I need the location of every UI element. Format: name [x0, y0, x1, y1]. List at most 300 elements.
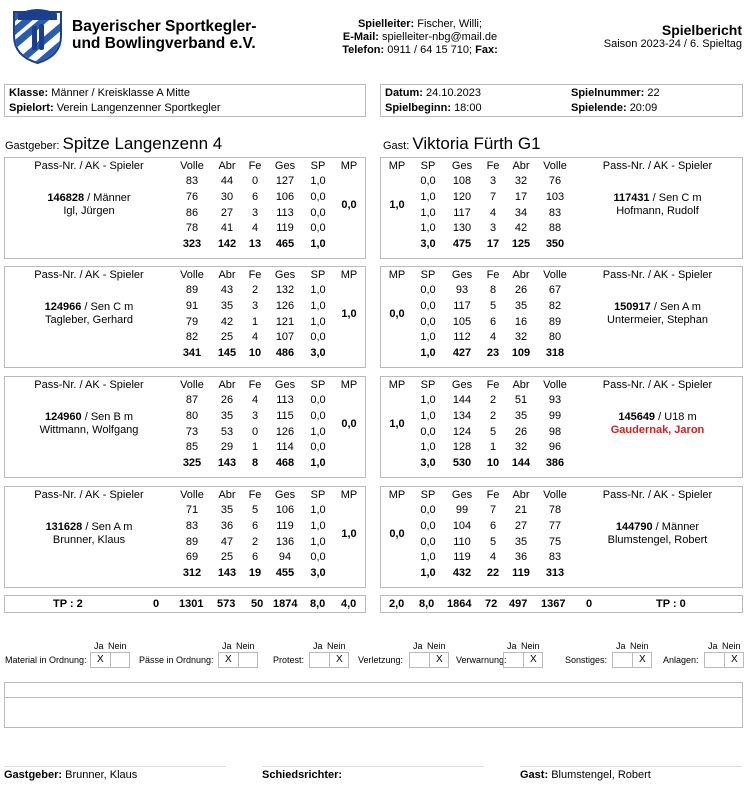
- score-cell: 318: [545, 346, 565, 359]
- score-cell: 1,0: [310, 299, 326, 312]
- col-abr: Abr: [512, 268, 530, 281]
- empty-cell: [573, 455, 742, 471]
- nein-label: Nein: [722, 641, 741, 651]
- col-ges: Ges: [451, 378, 473, 391]
- score-cell: 27: [220, 206, 234, 219]
- klasse-label: Klasse:: [9, 87, 49, 99]
- yes-no-checkbox[interactable]: [409, 652, 449, 668]
- col-volle: Volle: [543, 268, 567, 281]
- col-ges: Ges: [274, 268, 296, 281]
- pass-number: 146828: [47, 191, 85, 204]
- empty-cell: [333, 455, 365, 471]
- col-mp: MP: [340, 488, 358, 501]
- empty-cell: [5, 455, 173, 471]
- score-cell: 69: [185, 551, 199, 564]
- score-cell: 323: [182, 237, 202, 250]
- score-cell: 117: [453, 299, 471, 312]
- yes-no-checkbox[interactable]: [503, 652, 543, 668]
- score-cell: 1: [251, 315, 259, 328]
- col-sp: SP: [310, 159, 326, 172]
- home-totals: [4, 595, 366, 613]
- empty-cell: [333, 345, 365, 361]
- nein-label: Nein: [630, 641, 649, 651]
- score-cell: 530: [452, 456, 472, 469]
- score-cell: 3: [251, 206, 259, 219]
- col-abr: Abr: [218, 488, 236, 501]
- col-player: Pass-Nr. / AK - Spieler: [602, 378, 713, 391]
- table-row: [381, 393, 742, 409]
- score-cell: 486: [275, 346, 295, 359]
- mp-cell: 0,0: [389, 527, 405, 540]
- sig-ref-label: Schiedsrichter:: [262, 769, 343, 781]
- score-cell: 3,0: [310, 566, 326, 579]
- col-volle: Volle: [180, 488, 204, 501]
- date-time-box: [380, 84, 743, 117]
- score-cell: 51: [514, 394, 528, 407]
- organization-name: [72, 18, 256, 52]
- beginn-value: 18:00: [454, 102, 482, 114]
- score-cell: 144: [511, 456, 531, 469]
- score-cell: 36: [514, 551, 528, 564]
- sum-row: [381, 345, 742, 361]
- player-name: Blumstengel, Robert: [607, 533, 708, 546]
- score-cell: 5: [251, 504, 259, 517]
- away-tp: TP : 0: [656, 598, 686, 610]
- col-abr: Abr: [512, 488, 530, 501]
- score-cell: 5: [489, 425, 497, 438]
- yes-no-checkbox[interactable]: [309, 652, 349, 668]
- score-cell: 1,0: [420, 206, 436, 219]
- score-cell: 1,0: [420, 394, 436, 407]
- score-cell: 85: [185, 441, 199, 454]
- score-cell: 91: [185, 299, 199, 312]
- score-cell: 21: [514, 504, 528, 517]
- col-volle: Volle: [180, 378, 204, 391]
- spielort-label: Spielort:: [9, 102, 54, 114]
- score-cell: 145: [217, 346, 237, 359]
- player-name: Wittmann, Wolfgang: [39, 423, 139, 436]
- sum-row: [5, 236, 365, 252]
- col-mp: MP: [388, 488, 406, 501]
- away-total-abr: 497: [509, 598, 528, 610]
- score-cell: 89: [548, 315, 562, 328]
- away-signature-line: [520, 766, 742, 767]
- age-class: / Männer: [84, 191, 131, 204]
- player-cell: [5, 174, 173, 236]
- check-mark: X: [530, 654, 537, 665]
- score-cell: 76: [185, 190, 199, 203]
- yes-no-checkbox[interactable]: [218, 652, 258, 668]
- empty-cell: [381, 236, 413, 252]
- col-abr: Abr: [512, 159, 530, 172]
- score-cell: 17: [514, 190, 528, 203]
- score-cell: 93: [455, 284, 469, 297]
- sum-row: [381, 565, 742, 581]
- score-cell: 1,0: [310, 456, 326, 469]
- score-cell: 104: [452, 519, 472, 532]
- col-fe: Fe: [248, 159, 262, 172]
- score-cell: 35: [220, 409, 234, 422]
- check-mark: X: [225, 654, 232, 665]
- org-line-2: und Bowlingverband e.V.: [72, 35, 256, 52]
- email-value: spielleiter-nbg@mail.de: [382, 31, 498, 43]
- box-divider: [523, 653, 524, 667]
- score-cell: 312: [182, 566, 202, 579]
- empty-cell: [381, 455, 413, 471]
- player-name: Gaudernak, Jaron: [610, 423, 705, 436]
- score-cell: 4: [251, 222, 259, 235]
- score-cell: 4: [251, 331, 259, 344]
- score-cell: 119: [276, 519, 294, 532]
- player-name: Hofmann, Rudolf: [616, 204, 699, 217]
- home-player-block: [4, 486, 366, 588]
- away-team-label: [383, 134, 541, 154]
- check-label: Protest:: [273, 655, 305, 665]
- score-cell: 10: [248, 346, 262, 359]
- sum-row: [381, 236, 742, 252]
- score-cell: 32: [514, 175, 528, 188]
- nummer-label: Spielnummer:: [571, 87, 645, 99]
- score-cell: 82: [185, 331, 199, 344]
- player-cell: [573, 283, 742, 345]
- score-cell: 4: [489, 206, 497, 219]
- score-cell: 112: [453, 331, 471, 344]
- phone-label: Telefon:: [342, 44, 385, 56]
- sig-home-value: Brunner, Klaus: [65, 769, 138, 781]
- col-player: Pass-Nr. / AK - Spieler: [602, 488, 713, 501]
- score-cell: 29: [220, 441, 234, 454]
- score-cell: 468: [275, 456, 295, 469]
- score-cell: 32: [514, 441, 528, 454]
- score-cell: 99: [548, 409, 562, 422]
- notes-divider: [5, 697, 742, 698]
- away-player-block: [380, 266, 743, 368]
- score-cell: 75: [548, 535, 562, 548]
- score-cell: 2: [251, 535, 259, 548]
- score-cell: 0,0: [310, 206, 326, 219]
- home-total-sp: 8,0: [310, 598, 326, 610]
- score-cell: 30: [220, 190, 234, 203]
- home-total-abr: 573: [217, 598, 236, 610]
- empty-cell: [5, 345, 173, 361]
- score-cell: 1,0: [310, 519, 326, 532]
- sig-away-label: Gast:: [520, 769, 549, 781]
- score-cell: 80: [548, 331, 562, 344]
- score-cell: 4: [489, 331, 497, 344]
- score-cell: 3: [251, 409, 259, 422]
- sum-row: [5, 345, 365, 361]
- away-header-row: [381, 487, 742, 503]
- check-label: Sonstiges:: [565, 655, 608, 665]
- score-cell: 126: [275, 425, 295, 438]
- box-divider: [110, 653, 111, 667]
- score-cell: 86: [185, 206, 199, 219]
- score-cell: 8: [251, 456, 259, 469]
- pass-number: 124966: [44, 300, 82, 313]
- score-cell: 465: [275, 237, 295, 250]
- box-divider: [632, 653, 633, 667]
- score-cell: 26: [514, 284, 528, 297]
- ja-label: Ja: [313, 641, 323, 651]
- mp-cell: 0,0: [341, 417, 357, 430]
- score-cell: 4: [251, 394, 259, 407]
- home-team-name: Spitze Langenzenn 4: [62, 134, 223, 153]
- score-cell: 35: [514, 535, 528, 548]
- score-cell: 1,0: [420, 190, 436, 203]
- age-class: / Sen B m: [81, 410, 134, 423]
- score-cell: 36: [220, 519, 234, 532]
- score-cell: 103: [545, 190, 565, 203]
- score-cell: 113: [276, 394, 294, 407]
- player-cell: [5, 393, 173, 455]
- col-mp: MP: [340, 268, 358, 281]
- referee-signature-line: [262, 766, 484, 767]
- score-cell: 35: [514, 299, 528, 312]
- notes-area[interactable]: [4, 682, 743, 728]
- score-cell: 0,0: [420, 425, 436, 438]
- away-player-block: [380, 157, 743, 259]
- away-zero: 0: [586, 598, 593, 610]
- ja-label: Ja: [708, 641, 718, 651]
- away-header-row: [381, 267, 742, 283]
- check-mark: X: [97, 654, 104, 665]
- col-mp: MP: [388, 159, 406, 172]
- score-cell: 83: [548, 206, 562, 219]
- beginn-label: Spielbeginn:: [385, 102, 451, 114]
- sum-row: [381, 455, 742, 471]
- score-cell: 1,0: [310, 237, 326, 250]
- score-cell: 1,0: [420, 409, 436, 422]
- age-class: / Sen A m: [82, 520, 133, 533]
- federation-logo: [10, 6, 65, 64]
- score-cell: 1,0: [420, 566, 436, 579]
- score-cell: 83: [548, 551, 562, 564]
- score-cell: 142: [217, 237, 237, 250]
- away-total-ges: 1864: [447, 598, 472, 610]
- age-class: / Sen C m: [81, 300, 134, 313]
- col-ges: Ges: [274, 488, 296, 501]
- score-cell: 0,0: [310, 409, 326, 422]
- home-header-row: [5, 487, 365, 503]
- score-cell: 134: [452, 409, 472, 422]
- box-divider: [238, 653, 239, 667]
- report-season: Saison 2023-24 / 6. Spieltag: [603, 38, 742, 50]
- score-cell: 94: [278, 551, 292, 564]
- score-cell: 3: [489, 222, 497, 235]
- ja-label: Ja: [94, 641, 104, 651]
- score-cell: 53: [220, 425, 234, 438]
- col-volle: Volle: [180, 268, 204, 281]
- col-sp: SP: [310, 488, 326, 501]
- sig-away-value: Blumstengel, Robert: [551, 769, 651, 781]
- empty-cell: [573, 345, 742, 361]
- pass-number: 124960: [44, 410, 82, 423]
- score-cell: 8: [489, 284, 497, 297]
- score-cell: 0: [251, 425, 259, 438]
- score-cell: 89: [185, 284, 199, 297]
- nein-label: Nein: [108, 641, 127, 651]
- nein-label: Nein: [427, 641, 446, 651]
- col-volle: Volle: [543, 159, 567, 172]
- table-row: [5, 174, 365, 190]
- score-cell: 0,0: [310, 394, 326, 407]
- player-name: Untermeier, Stephan: [607, 313, 708, 326]
- check-mark: X: [731, 654, 738, 665]
- away-total-fe: 72: [485, 598, 498, 610]
- score-cell: 1,0: [420, 331, 436, 344]
- score-cell: 32: [514, 331, 528, 344]
- score-cell: 7: [489, 504, 497, 517]
- score-cell: 325: [182, 456, 202, 469]
- score-cell: 26: [220, 394, 234, 407]
- score-cell: 27: [514, 519, 528, 532]
- table-row: [5, 393, 365, 409]
- score-cell: 89: [185, 535, 199, 548]
- score-cell: 0,0: [310, 441, 326, 454]
- check-mark: X: [436, 654, 443, 665]
- fax-label: Fax:: [475, 44, 498, 56]
- col-abr: Abr: [218, 159, 236, 172]
- yes-no-checkbox[interactable]: [704, 652, 744, 668]
- leader-label: Spielleiter:: [357, 18, 415, 30]
- player-cell: [5, 503, 173, 565]
- pass-number: 117431: [613, 191, 650, 204]
- score-cell: 1,0: [420, 551, 436, 564]
- score-cell: 3,0: [420, 237, 436, 250]
- score-cell: 6: [251, 519, 259, 532]
- home-total-mp: 4,0: [341, 598, 357, 610]
- table-row: [5, 283, 365, 299]
- mp-cell: 1,0: [389, 417, 405, 430]
- score-cell: 119: [453, 551, 471, 564]
- col-fe: Fe: [486, 378, 500, 391]
- yes-no-checkbox[interactable]: [90, 652, 130, 668]
- score-cell: 83: [185, 519, 199, 532]
- away-totals: [380, 595, 743, 613]
- check-label: Pässe in Ordnung:: [139, 655, 214, 665]
- player-name: Tagleber, Gerhard: [44, 313, 134, 326]
- box-divider: [329, 653, 330, 667]
- score-cell: 1,0: [310, 315, 326, 328]
- score-cell: 13: [248, 237, 262, 250]
- check-label: Anlagen:: [663, 655, 699, 665]
- home-header-row: [5, 158, 365, 174]
- score-cell: 108: [452, 175, 472, 188]
- score-cell: 0,0: [310, 331, 326, 344]
- home-signature: [4, 769, 137, 781]
- home-label: Gastgeber:: [5, 140, 60, 152]
- col-ges: Ges: [274, 378, 296, 391]
- home-team-label: [5, 134, 222, 154]
- score-cell: 144: [452, 394, 472, 407]
- score-cell: 6: [489, 315, 497, 328]
- pass-number: 144790: [615, 520, 653, 533]
- col-sp: SP: [420, 268, 436, 281]
- col-sp: SP: [420, 488, 436, 501]
- score-cell: 76: [548, 175, 562, 188]
- score-cell: 25: [220, 331, 234, 344]
- score-cell: 136: [275, 535, 295, 548]
- home-total-volle: 1301: [179, 598, 204, 610]
- empty-cell: [5, 236, 173, 252]
- table-row: [5, 503, 365, 519]
- ja-label: Ja: [222, 641, 232, 651]
- col-ges: Ges: [451, 268, 473, 281]
- sum-row: [5, 455, 365, 471]
- score-cell: 121: [275, 315, 295, 328]
- score-cell: 126: [275, 299, 295, 312]
- col-mp: MP: [388, 378, 406, 391]
- player-name: Igl, Jürgen: [63, 204, 115, 217]
- score-cell: 0,0: [420, 175, 436, 188]
- score-cell: 125: [511, 237, 531, 250]
- score-cell: 78: [548, 504, 562, 517]
- nein-label: Nein: [521, 641, 540, 651]
- col-ges: Ges: [274, 159, 296, 172]
- home-total-fe: 50: [251, 598, 264, 610]
- ja-label: Ja: [413, 641, 423, 651]
- score-cell: 44: [220, 175, 234, 188]
- score-cell: 99: [455, 504, 469, 517]
- score-cell: 120: [452, 190, 472, 203]
- away-player-block: [380, 486, 743, 588]
- yes-no-checkbox[interactable]: [612, 652, 652, 668]
- col-sp: SP: [420, 159, 436, 172]
- score-cell: 35: [220, 504, 234, 517]
- age-class: / Sen A m: [650, 300, 701, 313]
- empty-cell: [573, 565, 742, 581]
- mp-cell: 0,0: [389, 307, 405, 320]
- score-cell: 427: [452, 346, 472, 359]
- score-cell: 1,0: [420, 222, 436, 235]
- home-zero: 0: [153, 598, 160, 610]
- col-fe: Fe: [486, 488, 500, 501]
- score-cell: 3,0: [420, 456, 436, 469]
- score-cell: 2: [251, 284, 259, 297]
- score-cell: 80: [185, 409, 199, 422]
- score-cell: 17: [486, 237, 500, 250]
- score-cell: 93: [548, 394, 562, 407]
- col-ges: Ges: [451, 488, 473, 501]
- mp-cell: 1,0: [341, 307, 357, 320]
- nummer-value: 22: [647, 87, 660, 99]
- home-player-block: [4, 157, 366, 259]
- contact-info: [300, 18, 540, 57]
- home-player-block: [4, 376, 366, 478]
- score-cell: 115: [276, 409, 294, 422]
- score-cell: 350: [545, 237, 565, 250]
- empty-cell: [381, 345, 413, 361]
- klasse-value: Männer / Kreisklasse A Mitte: [51, 87, 190, 99]
- score-cell: 26: [514, 425, 528, 438]
- score-cell: 143: [217, 566, 237, 579]
- score-cell: 35: [514, 409, 528, 422]
- score-cell: 1,0: [310, 175, 326, 188]
- col-fe: Fe: [486, 268, 500, 281]
- score-cell: 124: [452, 425, 472, 438]
- score-cell: 455: [275, 566, 295, 579]
- home-header-row: [5, 267, 365, 283]
- empty-cell: [573, 236, 742, 252]
- report-title: Spielbericht: [661, 22, 742, 38]
- mp-cell: 1,0: [341, 527, 357, 540]
- col-sp: SP: [310, 378, 326, 391]
- score-cell: 0,0: [310, 222, 326, 235]
- score-cell: 43: [220, 284, 234, 297]
- col-mp: MP: [340, 159, 358, 172]
- score-cell: 96: [548, 441, 562, 454]
- away-player-block: [380, 376, 743, 478]
